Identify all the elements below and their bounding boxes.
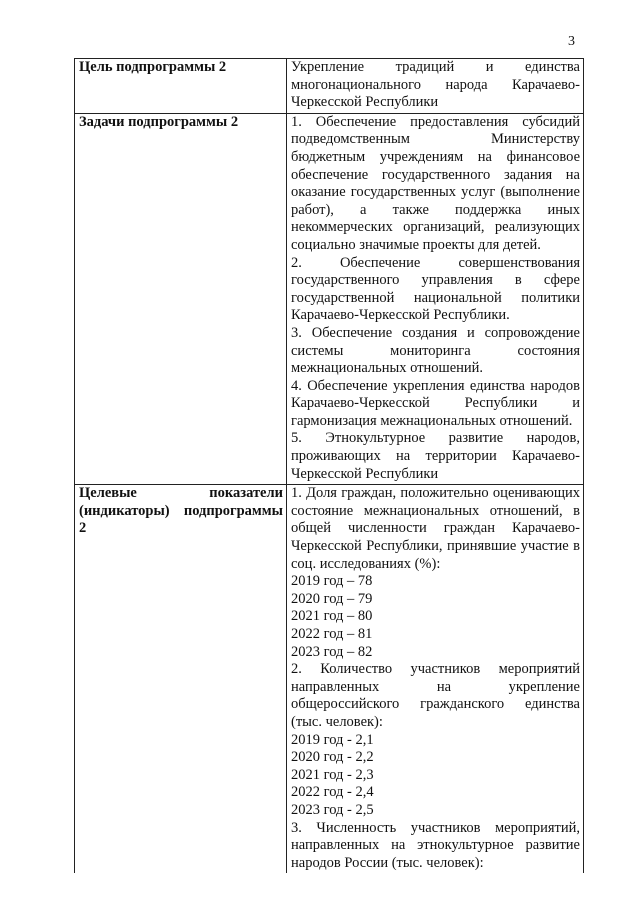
indicator-1-year-2019: 2019 год – 78	[291, 573, 373, 590]
row-label-indicators	[75, 485, 287, 874]
task-item-2: 2. Обеспечение совершенствования государственного управления в сфере государственной национальной политики Карачаево-Черкесской Республики.	[291, 254, 580, 324]
page-number: 3	[568, 34, 575, 49]
indicator-1-year-2021: 2021 год – 80	[291, 608, 373, 625]
task-item-3: 3. Обеспечение создания и сопровождение системы мониторинга состояния межнациональных отношений.	[291, 324, 580, 377]
task-item-4: 4. Обеспечение укрепления единства народов Карачаево-Черкесской Республики и гармонизация межнациональных отношений.	[291, 377, 580, 429]
row-value-goal	[287, 59, 584, 114]
indicator-3-text: 3. Численность участников мероприятий, направленных на этнокультурное развитие народов России (тыс. человек):	[291, 819, 580, 871]
subprogram-passport-table	[74, 58, 584, 873]
indicator-1-year-2023: 2023 год – 82	[291, 643, 373, 660]
indicator-2-year-2023: 2023 год - 2,5	[291, 801, 374, 818]
indicator-1-text: 1. Доля граждан, положительно оценивающих состояние межнациональных отношений, в общей численности граждан Карачаево-Черкесской Республики, принявшие участие в соц. исследованиях (%):	[291, 485, 580, 572]
goal-text: Укрепление традиций и единства многонационального народа Карачаево-Черкесской Республики	[291, 59, 580, 111]
indicator-2-year-2022: 2022 год - 2,4	[291, 784, 374, 801]
task-item-5: 5. Этнокультурное развитие народов, проживающих на территории Карачаево-Черкесской Республики	[291, 430, 580, 482]
indicator-2-text: 2. Количество участников мероприятий направленных на укрепление общероссийского гражданского единства (тыс. человек):	[291, 661, 580, 730]
row-label-tasks	[75, 113, 287, 484]
row-value-indicators	[287, 485, 584, 874]
indicators-label: Целевые показатели (индикаторы) подпрограммы 2	[79, 485, 283, 537]
indicator-1-year-2022: 2022 год – 81	[291, 626, 373, 642]
indicator-1-year-2020: 2020 год – 79	[291, 590, 373, 607]
table-row-goal	[75, 59, 584, 114]
indicator-2-year-2019: 2019 год - 2,1	[291, 731, 374, 748]
indicator-2-year-2020: 2020 год - 2,2	[291, 749, 374, 766]
indicator-2-year-2021: 2021 год - 2,3	[291, 766, 374, 783]
table-row-indicators	[75, 485, 584, 874]
task-item-1: 1. Обеспечение предоставления субсидий подведомственным Министерству бюджетным учреждениям на финансовое обеспечение государственного задания на оказание государственных услуг (выполнение работ), а также поддержка иных некоммерческих организаций, реализующих социально значимые проекты для детей.	[291, 113, 580, 253]
row-value-tasks	[287, 113, 584, 484]
goal-label: Цель подпрограммы 2	[79, 59, 227, 75]
tasks-label: Задачи подпрограммы 2	[79, 113, 239, 130]
table-row-tasks	[75, 113, 584, 484]
row-label-goal	[75, 59, 287, 114]
